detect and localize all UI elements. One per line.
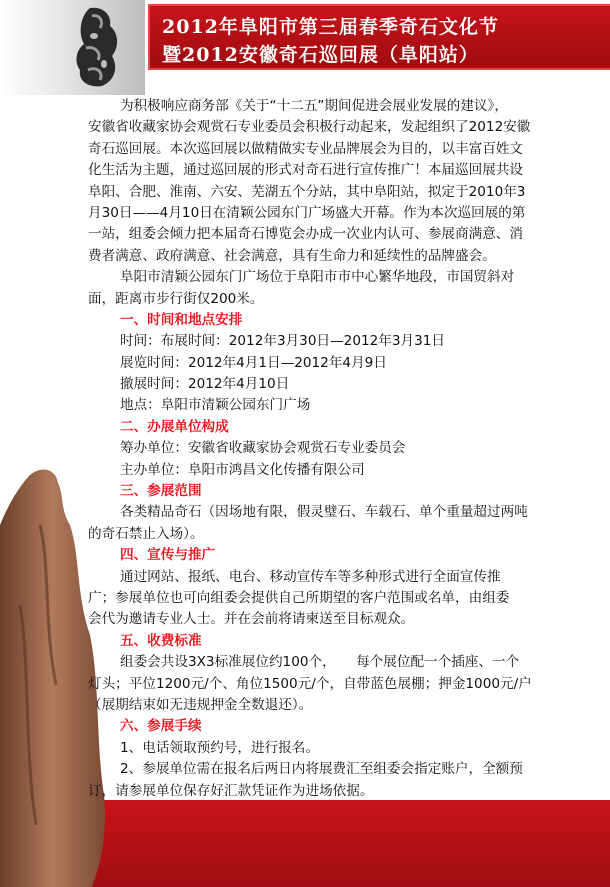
text-line: 阜阳、合肥、淮南、六安、芜湖五个分站，其中阜阳站，拟定于2010年3 (88, 183, 526, 200)
text-line: 会代为邀请专业人士。并在会前将请柬送至目标观众。 (88, 611, 415, 628)
section-heading: 五、收费标准 (120, 632, 202, 649)
text-line: 阜阳市清颖公园东门广场位于阜阳市市中心繁华地段，市国贸斜对 (120, 269, 515, 286)
title-banner (145, 4, 610, 70)
section-heading: 三、参展范围 (120, 483, 202, 500)
text-line: 地点：阜阳市清颖公园东门广场 (120, 397, 311, 414)
section (88, 545, 598, 631)
text-line: 2、参展单位需在报名后两日内将展费汇至组委会指定账户，全额预 (120, 761, 523, 778)
text-line: 筹办单位：安徽省收藏家协会观赏石专业委员会 (120, 440, 406, 457)
text-line: 通过网站、报纸、电台、移动宣传车等多种形式进行全面宣传推 (120, 568, 501, 585)
text-line: 各类精品奇石（因场地有限，假灵璧石、车载石、单个重量超过两吨 (120, 504, 528, 521)
text-line: 奇石巡回展。本次巡回展以做精做实专业品牌展会为目的，以丰富百姓文 (88, 140, 523, 157)
text-line: 为积极响应商务部《关于“十二五”期间促进会展业发展的建议》， (120, 98, 508, 114)
section (88, 631, 598, 717)
section-heading: 六、参展手续 (120, 718, 202, 735)
text-line: 安徽省收藏家协会观赏石专业委员会积极行动起来，发起组织了2012安徽 (88, 119, 531, 136)
section (88, 481, 598, 545)
text-line: 一站，组委会倾力把本届奇石博览会办成一次业内认可、参展商满意、消 (88, 226, 523, 243)
intro-paragraph-1 (88, 96, 598, 267)
text-line: 主办单位：阜阳市鸿昌文化传播有限公司 (120, 461, 365, 478)
text-line: 时间：布展时间：2012年3月30日—2012年3月31日 (120, 333, 445, 350)
text-line: 广；参展单位也可向组委会提供自己所期望的客户范围或名单，由组委 (88, 589, 510, 606)
rock-image (72, 6, 122, 88)
title-line-2: 暨2012安徽奇石巡回展（阜阳站） (162, 44, 479, 66)
section-heading: 四、宣传与推广 (120, 547, 216, 564)
text-line: 灯头；平位1200元/个、角位1500元/个，自带蓝色展棚；押金1000元/户 (88, 675, 532, 692)
text-line: 化生活为主题，通过巡回展的形式对奇石进行宣传推广！本届巡回展共设 (88, 162, 523, 179)
text-line: 展览时间：2012年4月1日—2012年4月9日 (120, 354, 387, 371)
section (88, 310, 598, 417)
text-line: 1、电话领取预约号，进行报名。 (120, 739, 319, 756)
title-line-1: 2012年阜阳市第三届春季奇石文化节 (162, 16, 499, 38)
intro-paragraph-2 (88, 267, 598, 310)
text-line: 月30日——4月10日在清颖公园东门广场盛大开幕。作为本次巡回展的第 (88, 204, 526, 221)
text-line: 订，请参展单位保存好汇款凭证作为进场依据。 (88, 782, 374, 799)
text-line: 的奇石禁止入场）。 (88, 525, 204, 542)
sections (88, 310, 598, 802)
document-body (88, 96, 598, 802)
section-heading: 一、时间和地点安排 (120, 311, 243, 328)
section (88, 716, 598, 802)
text-line: 撤展时间：2012年4月10日 (120, 376, 290, 393)
text-line: （展期结束如无违规押金全数退还）。 (88, 696, 313, 713)
section (88, 417, 598, 481)
text-line: 组委会共设3X3标准展位约100个， 每个展位配一个插座、一个 (120, 654, 520, 671)
text-line: 面，距离市步行街仅200米。 (88, 290, 264, 307)
section-heading: 二、办展单位构成 (120, 418, 229, 435)
text-line: 费者满意、政府满意、社会满意，具有生命力和延续性的品牌盛会。 (88, 247, 496, 264)
